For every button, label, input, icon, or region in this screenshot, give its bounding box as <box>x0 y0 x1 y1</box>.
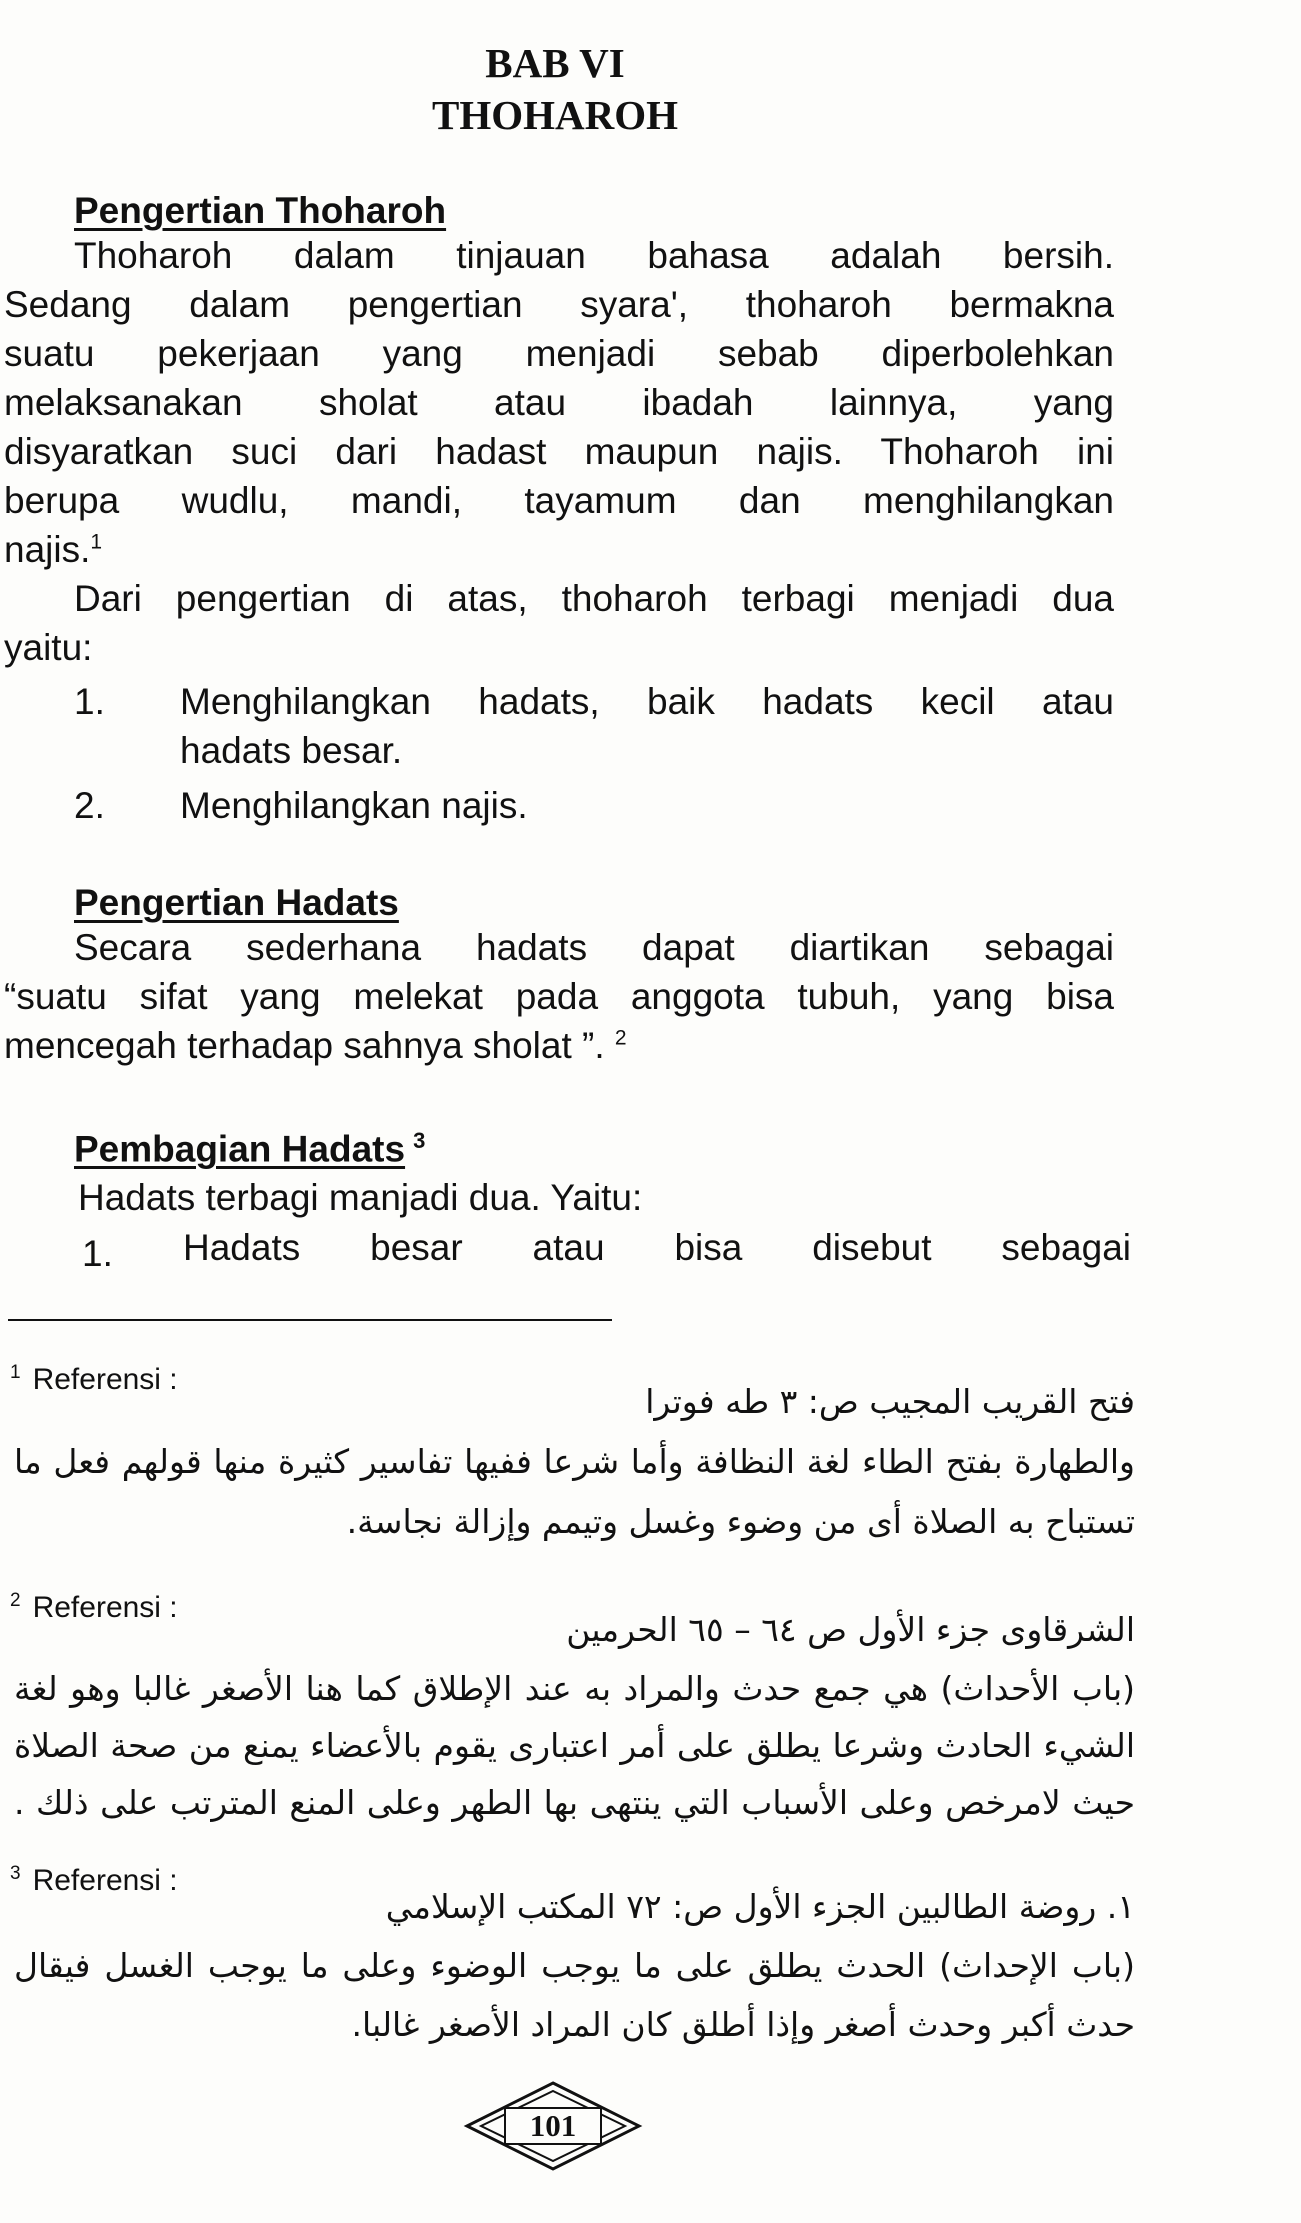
section-heading-pengertian-thoharoh: Pengertian Thoharoh <box>74 190 447 231</box>
paragraph-line: disyaratkan suci dari hadast maupun najis. Thoharoh ini <box>4 431 1114 472</box>
section-heading-pembagian-hadats <box>74 1128 425 1170</box>
footnote-number: 1 <box>10 1362 21 1383</box>
paragraph-line: Dari pengertian di atas, thoharoh terbagi menjadi dua <box>74 578 1114 619</box>
paragraph-text: mencegah terhadap sahnya sholat ”. <box>4 1025 605 1066</box>
paragraph-line: Sedang dalam pengertian syara', thoharoh bermakna <box>4 284 1114 325</box>
footnote-source: ١. روضة الطالبين الجزء الأول ص: ٧٢ المكتب الإسلامي <box>385 1887 1135 1926</box>
footnote-number: 3 <box>10 1863 21 1884</box>
list-number: 1. <box>82 1233 113 1274</box>
footnote-arabic-line: (باب الإحداث) الحدث يطلق على ما يوجب الوضوء وعلى ما يوجب الغسل فيقال <box>14 1946 1135 1985</box>
heading-text: Pembagian Hadats <box>74 1128 406 1170</box>
footnote-label-3 <box>10 1856 178 1899</box>
paragraph-line: “suatu sifat yang melekat pada anggota tubuh, yang bisa <box>4 976 1114 1017</box>
footnote-label-text: Referensi : <box>32 1363 178 1396</box>
list-item-line: Hadats besar atau bisa disebut sebagai <box>183 1227 1131 1268</box>
footnote-arabic-line: تستباح به الصلاة أى من وضوء وغسل وتيمم وإزالة نجاسة. <box>346 1502 1135 1541</box>
paragraph-line: berupa wudlu, mandi, tayamum dan menghilangkan <box>4 480 1114 521</box>
paragraph-line <box>4 528 102 572</box>
paragraph-line: Hadats terbagi manjadi dua. Yaitu: <box>78 1177 643 1218</box>
footnote-separator <box>8 1319 612 1321</box>
paragraph-line: Secara sederhana hadats dapat diartikan sebagai <box>74 927 1114 968</box>
footnote-source: فتح القريب المجيب ص: ٣ طه فوترا <box>645 1382 1135 1421</box>
paragraph-line <box>4 1024 627 1068</box>
footnote-number: 2 <box>10 1590 21 1611</box>
footnote-label-2 <box>10 1583 178 1626</box>
footnote-ref-2[interactable]: 2 <box>614 1026 627 1050</box>
footnote-source: الشرقاوى جزء الأول ص ٦٤ – ٦٥ الحرمين <box>566 1610 1135 1649</box>
chapter-number: BAB VI <box>485 40 625 86</box>
page-number: 101 <box>529 2108 577 2143</box>
footnote-arabic-line: الشيء الحادث وشرعا يطلق على أمر اعتبارى يقوم بالأعضاء يمنع من صحة الصلاة <box>14 1726 1135 1765</box>
paragraph-line: melaksanakan sholat atau ibadah lainnya, yang <box>4 382 1114 423</box>
paragraph-line: yaitu: <box>4 627 93 668</box>
list-number: 1. <box>74 681 105 722</box>
paragraph-text: najis. <box>4 529 91 570</box>
list-item-line: hadats besar. <box>180 730 403 771</box>
list-item-line: Menghilangkan najis. <box>180 785 528 826</box>
list-item-line: Menghilangkan hadats, baik hadats kecil atau <box>180 681 1114 722</box>
paragraph-line: suatu pekerjaan yang menjadi sebab diperbolehkan <box>4 333 1114 374</box>
footnote-label-1 <box>10 1355 178 1398</box>
footnote-arabic-line: حدث أكبر وحدث أصغر وإذا أطلق كان المراد الأصغر غالبا. <box>351 2005 1135 2044</box>
footnote-arabic-line: (باب الأحداث) هي جمع حدث والمراد به عند الإطلاق كما هنا الأصغر غالبا وهو لغة <box>14 1669 1135 1708</box>
footnote-arabic-line: والطهارة بفتح الطاء لغة النظافة وأما شرعا ففيها تفاسير كثيرة منها قولهم فعل ما <box>14 1442 1135 1481</box>
list-number: 2. <box>74 785 105 826</box>
paragraph-line: Thoharoh dalam tinjauan bahasa adalah bersih. <box>74 235 1114 276</box>
footnote-arabic-line: حيث لامرخص وعلى الأسباب التي ينتهى بها الطهر وعلى المنع المترتب على ذلك . <box>14 1783 1135 1822</box>
chapter-title: THOHAROH <box>431 92 679 138</box>
section-heading-pengertian-hadats: Pengertian Hadats <box>74 882 399 923</box>
footnote-label-text: Referensi : <box>32 1591 178 1624</box>
page-number-badge <box>463 2080 643 2172</box>
footnote-ref-1[interactable]: 1 <box>90 530 103 554</box>
footnote-label-text: Referensi : <box>32 1864 178 1897</box>
footnote-ref-3[interactable]: 3 <box>413 1128 426 1153</box>
